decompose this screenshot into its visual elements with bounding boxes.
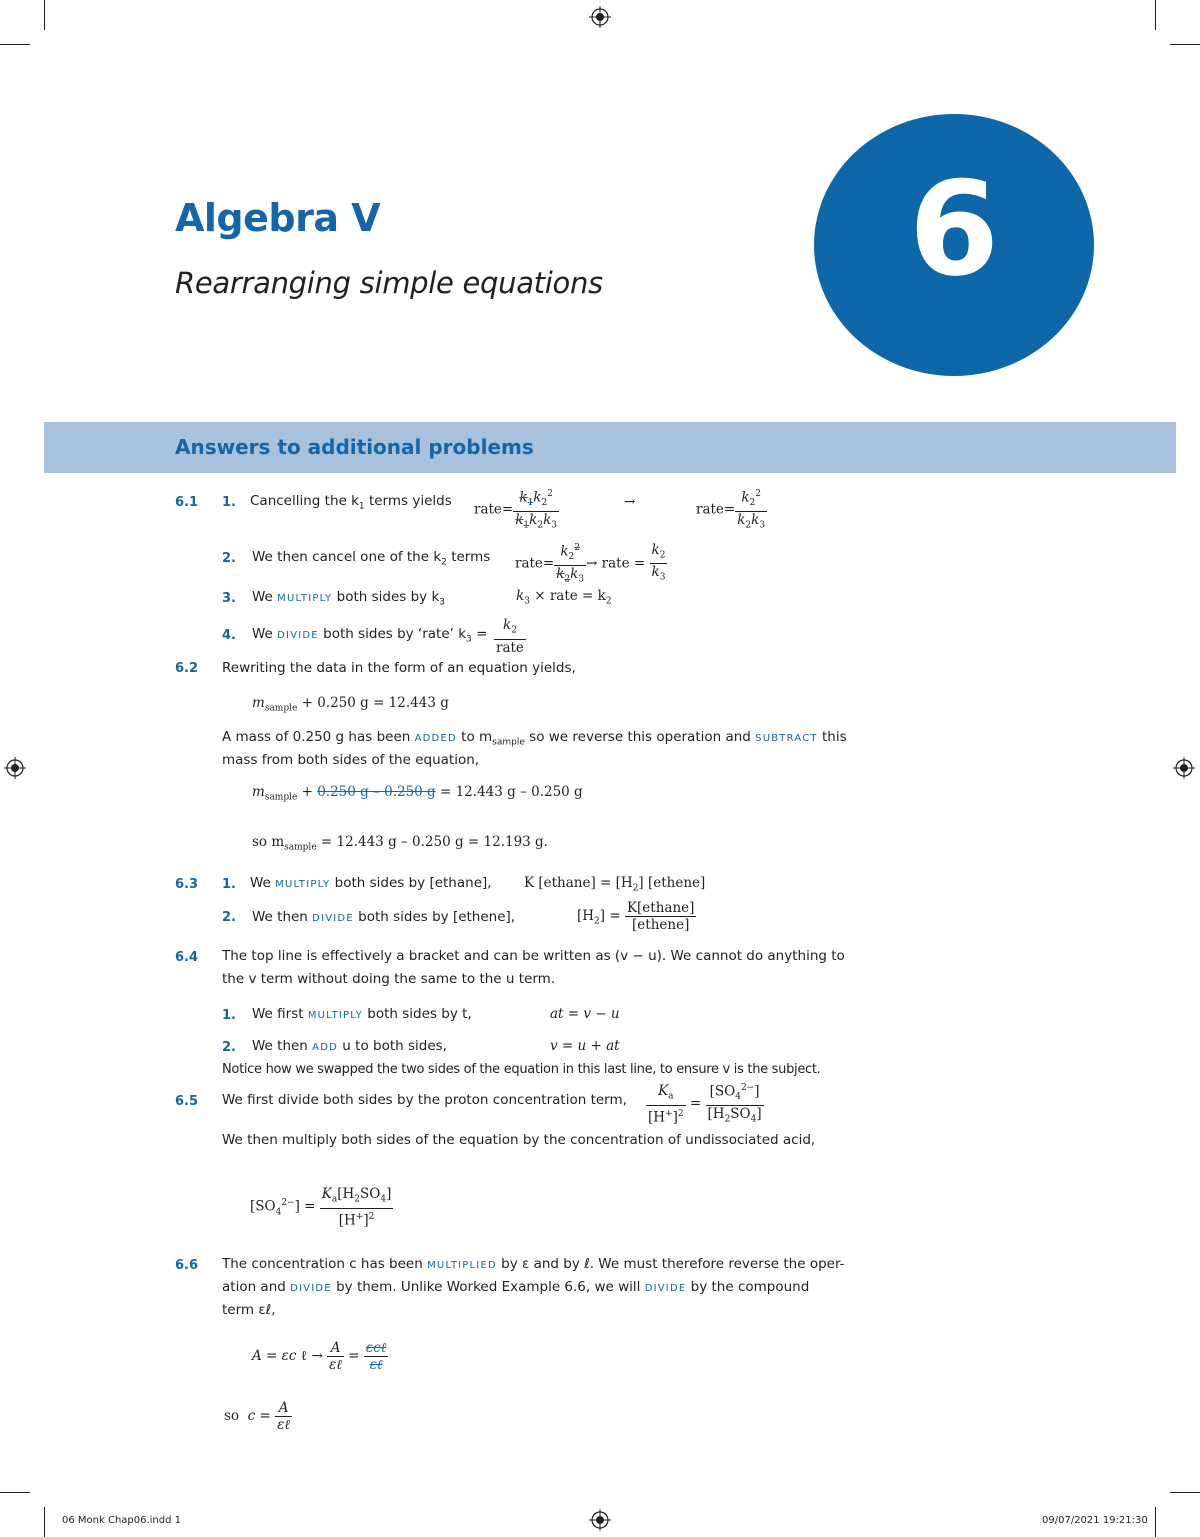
- step-number: 1.: [222, 877, 236, 892]
- equation: $k_2$ rate: [496, 617, 524, 656]
- step-number: 2.: [222, 551, 236, 566]
- equation: rate= $\frac{k_2^2}{k_2k_3}$ → rate = $\frac{k_2}{k_3}$: [515, 541, 666, 585]
- section-heading: Answers to additional problems: [175, 435, 534, 459]
- crop-mark: [0, 1492, 30, 1493]
- step-number: 4.: [222, 628, 236, 643]
- arrow-icon: →: [624, 494, 636, 510]
- step-text: Cancelling the $k_1$ terms yields: [250, 493, 452, 512]
- equation: rate= $\frac{k_1k_2^2}{k_1k_2k_3}$: [474, 486, 559, 534]
- chapter-title: Algebra V: [175, 196, 381, 240]
- problem-number: 6.3: [175, 877, 199, 892]
- step-number: 1.: [222, 495, 236, 510]
- equation: $m_{sample} + 0.250$ g – 0.250 g = 12.443 g – 0.250 g: [252, 784, 583, 803]
- step-number: 2.: [222, 910, 236, 925]
- paragraph: We first divide both sides by the proton concentration term,: [222, 1092, 627, 1108]
- equation: so $m_{sample} = 12.443$ g – 0.250 g = 12.193 g.: [252, 834, 548, 853]
- chapter-number-badge: [814, 114, 1094, 376]
- step-text: We then DIVIDE both sides by [ethene],: [252, 909, 516, 925]
- step-number: 1.: [222, 1008, 236, 1023]
- equation: $\frac{K_a}{[H^+]^2}$ = $\frac{[SO_4^{2-}]}{[H_2SO_4]}$: [646, 1080, 764, 1128]
- problem-number: 6.6: [175, 1258, 199, 1273]
- equation: rate= $\frac{k_2^2}{k_2k_3}$: [696, 486, 767, 534]
- problem-number: 6.1: [175, 495, 199, 510]
- paragraph: The concentration c has been MULTIPLIED by ε and by ℓ. We must therefore reverse the oper-: [222, 1256, 845, 1272]
- equation: A = εc ℓ → A εℓ = εcℓ εℓ: [252, 1340, 387, 1373]
- step-text: We MULTIPLY both sides by [ethane],: [250, 875, 492, 891]
- crop-mark: [1170, 1492, 1200, 1493]
- crop-mark: [1155, 0, 1156, 30]
- step-text: We then cancel one of the $k_2$ terms: [252, 549, 491, 568]
- problem-number: 6.4: [175, 950, 199, 965]
- equation: K [ethane] = $[H_2]$ [ethene]: [524, 875, 706, 894]
- paragraph: the v term without doing the same to the u term.: [222, 971, 556, 987]
- registration-mark-icon: [1173, 757, 1195, 779]
- equation: $k_3$ × rate = $k_2$: [516, 588, 612, 607]
- step-number: 3.: [222, 591, 236, 606]
- section-band: [44, 422, 1176, 473]
- crop-mark: [44, 1507, 45, 1537]
- registration-mark-icon: [4, 757, 26, 779]
- crop-mark: [1155, 1507, 1156, 1537]
- paragraph: The top line is effectively a bracket and can be written as (v − u). We cannot do anything to: [222, 948, 845, 964]
- step-text: We then ADD u to both sides,: [252, 1038, 447, 1054]
- crop-mark: [0, 44, 30, 45]
- footer-file-label: 06 Monk Chap06.indd 1: [62, 1515, 182, 1526]
- paragraph: mass from both sides of the equation,: [222, 752, 480, 768]
- crop-mark: [44, 0, 45, 30]
- equation: $[SO_4^{2-}]$ = $\frac{K_a[H_2SO_4]}{[H^+]^2}$: [250, 1186, 392, 1229]
- equation: so c = A εℓ: [224, 1400, 290, 1433]
- crop-mark: [1170, 44, 1200, 45]
- chapter-subtitle: Rearranging simple equations: [175, 266, 603, 300]
- equation: v = u + at: [550, 1038, 620, 1054]
- step-number: 2.: [222, 1040, 236, 1055]
- step-text: We MULTIPLY both sides by $k_3$: [252, 589, 445, 608]
- registration-mark-icon: [589, 1509, 611, 1531]
- paragraph: A mass of 0.250 g has been ADDED to $m_{sample}$ so we reverse this operation and SUBTRACT this: [222, 729, 847, 748]
- paragraph: Notice how we swapped the two sides of the equation in this last line, to ensure v is the subject.: [222, 1062, 821, 1077]
- equation: $[H_2]$ = K[ethane] [ethene]: [577, 900, 695, 933]
- footer-timestamp: 09/07/2021 19:21:30: [1042, 1515, 1148, 1526]
- paragraph: We then multiply both sides of the equation by the concentration of undissociated acid,: [222, 1132, 816, 1148]
- paragraph: term εℓ,: [222, 1302, 276, 1318]
- registration-mark-icon: [589, 6, 611, 28]
- step-text: We DIVIDE both sides by ‘rate’ $k_3$ =: [252, 626, 488, 645]
- equation: at = v − u: [550, 1006, 620, 1022]
- problem-number: 6.2: [175, 661, 199, 676]
- paragraph: ation and DIVIDE by them. Unlike Worked Example 6.6, we will DIVIDE by the compound: [222, 1279, 810, 1295]
- paragraph: Rewriting the data in the form of an equation yields,: [222, 660, 576, 676]
- chapter-number: 6: [908, 153, 1000, 305]
- problem-number: 6.5: [175, 1094, 199, 1109]
- step-text: We first MULTIPLY both sides by t,: [252, 1006, 472, 1022]
- equation: $m_{sample} + 0.250$ g = 12.443 g: [252, 695, 449, 714]
